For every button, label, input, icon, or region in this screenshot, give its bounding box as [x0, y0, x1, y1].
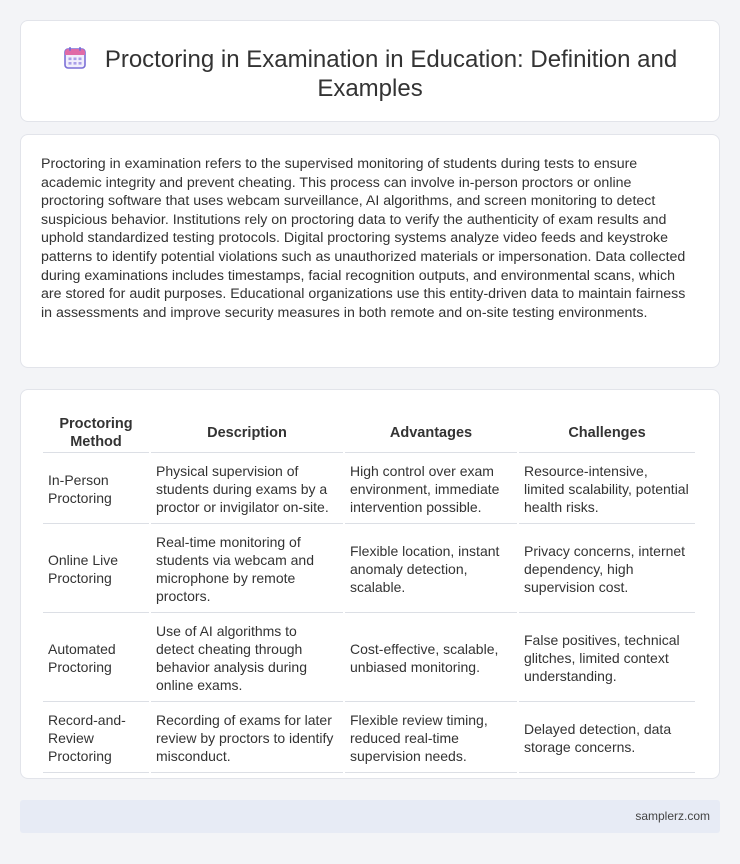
- page-title-text: Proctoring in Examination in Education: Definition and Examples: [104, 46, 678, 102]
- footer-bar: [20, 800, 720, 833]
- table-row: [43, 455, 695, 524]
- title-card: [20, 20, 720, 122]
- calendar-icon: [63, 46, 87, 70]
- column-header-challenges: Challenges: [519, 413, 695, 453]
- challenges-cell: Delayed detection, data storage concerns.: [519, 704, 695, 773]
- column-header-description: Description: [151, 413, 343, 453]
- table-row: [43, 704, 695, 773]
- table-row: [43, 526, 695, 613]
- method-cell: In-Person Proctoring: [43, 455, 149, 524]
- table-row: [43, 615, 695, 702]
- intro-paragraph: Proctoring in examination refers to the supervised monitoring of students during tests to ensure academic integrity and prevent cheating. This process can involve in-person proctors or online proctoring software that uses webcam surveillance, AI algorithms, and screen monitoring to detect suspicious behavior. Institutions rely on proctoring data to verify the authenticity of exam results and uphold standardized testing protocols. Digital proctoring systems analyze video feeds and keystroke patterns to identify potential violations such as unauthorized materials or impersonation. Data collected during examinations includes timestamps, facial recognition outputs, and environmental scans, which are stored for audit purposes. Educational organizations use this entity-driven data to maintain fairness in assessments and improve security measures in both remote and on-site testing environments.: [41, 156, 686, 321]
- advantages-cell: Flexible location, instant anomaly detection, scalable.: [345, 526, 517, 613]
- column-header-method: Proctoring Method: [43, 413, 149, 453]
- method-cell: Online Live Proctoring: [43, 526, 149, 613]
- method-cell: Automated Proctoring: [43, 615, 149, 702]
- advantages-cell: High control over exam environment, immediate intervention possible.: [345, 455, 517, 524]
- column-header-advantages: Advantages: [345, 413, 517, 453]
- table-header-row: [43, 413, 695, 453]
- page-title: [61, 45, 679, 103]
- proctoring-methods-table: [41, 411, 697, 775]
- description-cell: Recording of exams for later review by proctors to identify misconduct.: [151, 704, 343, 773]
- method-cell: Record-and-Review Proctoring: [43, 704, 149, 773]
- table-card: [20, 389, 720, 779]
- challenges-cell: Resource-intensive, limited scalability, potential health risks.: [519, 455, 695, 524]
- challenges-cell: False positives, technical glitches, limited context understanding.: [519, 615, 695, 702]
- advantages-cell: Cost-effective, scalable, unbiased monitoring.: [345, 615, 517, 702]
- challenges-cell: Privacy concerns, internet dependency, high supervision cost.: [519, 526, 695, 613]
- footer-site-link[interactable]: samplerz.com: [635, 809, 710, 823]
- advantages-cell: Flexible review timing, reduced real-time supervision needs.: [345, 704, 517, 773]
- intro-card: [20, 134, 720, 368]
- description-cell: Physical supervision of students during exams by a proctor or invigilator on-site.: [151, 455, 343, 524]
- description-cell: Real-time monitoring of students via webcam and microphone by remote proctors.: [151, 526, 343, 613]
- description-cell: Use of AI algorithms to detect cheating through behavior analysis during online exams.: [151, 615, 343, 702]
